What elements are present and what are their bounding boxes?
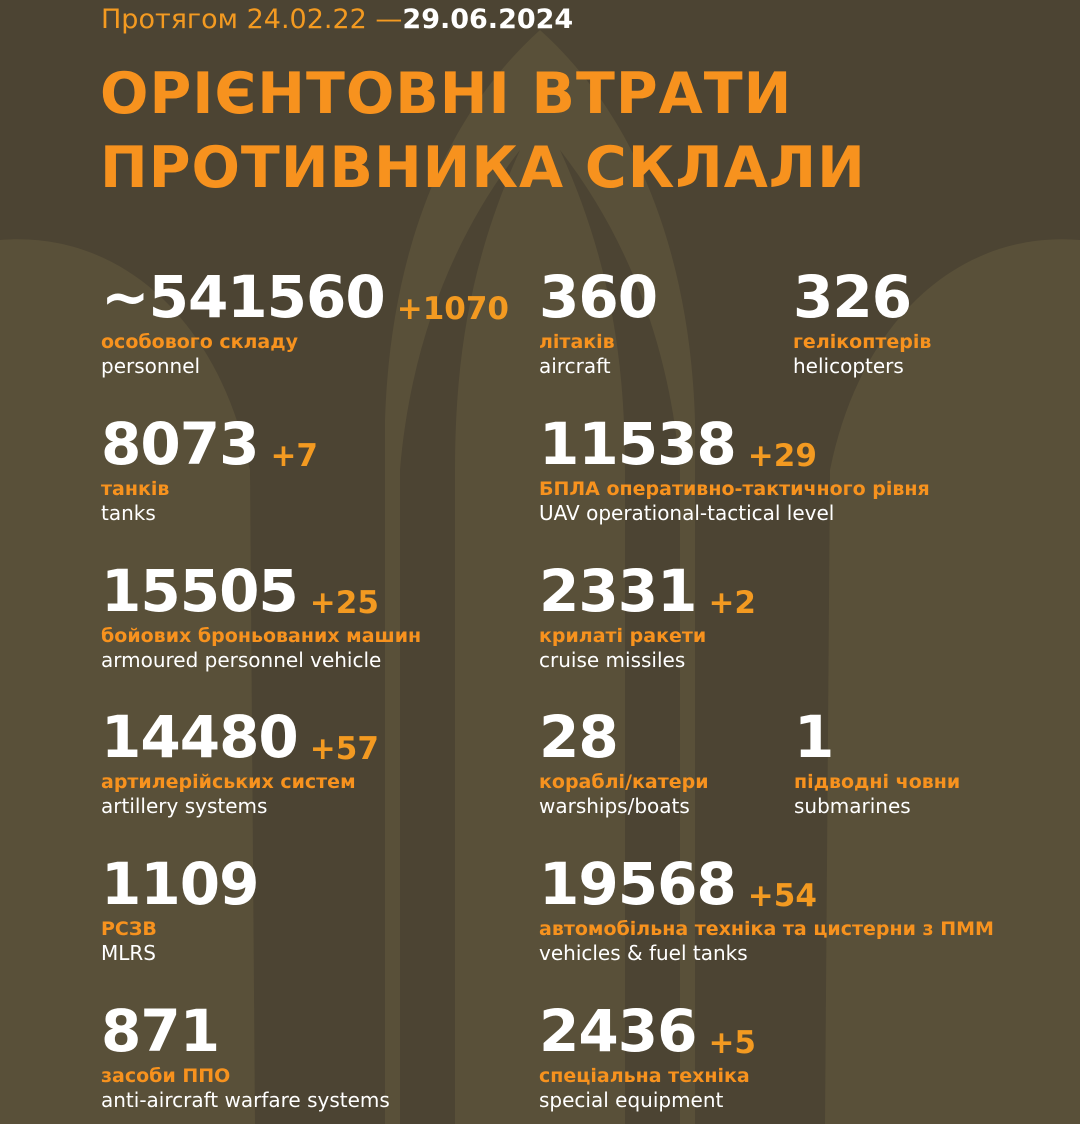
stat-value: 2331 — [539, 557, 697, 625]
stat-label-en: armoured personnel vehicle — [101, 648, 382, 672]
stat-label-ua: літаків — [539, 331, 615, 353]
stat-value: 11538 — [539, 410, 736, 478]
stat-delta: +25 — [309, 585, 379, 621]
stat-warships — [539, 703, 709, 819]
stat-label-ua: особового складу — [101, 331, 298, 353]
stat-vehicles — [539, 850, 994, 966]
period-end-date: 29.06.2024 — [402, 4, 574, 35]
stat-delta: +7 — [270, 438, 318, 474]
stat-delta: +29 — [747, 438, 817, 474]
stat-label-en: MLRS — [101, 941, 156, 965]
stat-label-ua: крилаті ракети — [539, 625, 707, 647]
stat-label-en: special equipment — [539, 1088, 724, 1112]
headline-line-2: ПРОТИВНИКА СКЛАЛИ — [100, 135, 866, 201]
stat-value: 14480 — [101, 703, 298, 771]
stat-value: 15505 — [101, 557, 298, 625]
stat-tanks — [101, 410, 318, 526]
stat-label-en: artillery systems — [101, 794, 268, 818]
stat-label-en: aircraft — [539, 354, 611, 378]
stat-value: 28 — [539, 703, 618, 771]
stat-delta: +54 — [747, 878, 817, 914]
stat-personnel — [101, 263, 510, 379]
stat-label-en: submarines — [794, 794, 911, 818]
stat-artillery — [101, 703, 379, 819]
stat-submarines — [794, 703, 961, 819]
stat-delta: +1070 — [396, 291, 510, 327]
stat-cruise-missiles — [539, 557, 756, 673]
stat-label-ua: підводні човни — [794, 771, 961, 793]
stat-delta: +57 — [309, 731, 379, 767]
stat-label-en: anti-aircraft warfare systems — [101, 1088, 390, 1112]
stat-label-en: cruise missiles — [539, 648, 686, 672]
stat-label-en: tanks — [101, 501, 156, 525]
stat-label-ua: гелікоптерів — [793, 331, 932, 353]
stat-delta: +2 — [708, 585, 756, 621]
stat-value: 8073 — [101, 410, 259, 478]
stat-label-ua: автомобільна техніка та цистерни з ПММ — [539, 918, 994, 940]
period-line — [101, 4, 573, 35]
stat-label-ua: танків — [101, 478, 170, 500]
stat-helicopters — [793, 263, 932, 379]
stat-value: 19568 — [539, 850, 736, 918]
stat-value: 2436 — [539, 997, 697, 1065]
stat-uav — [539, 410, 930, 526]
stat-label-ua: бойових броньованих машин — [101, 625, 422, 647]
stat-mlrs — [101, 850, 259, 966]
stat-label-en: warships/boats — [539, 794, 690, 818]
stat-delta: +5 — [708, 1025, 756, 1061]
stat-label-en: UAV operational-tactical level — [539, 501, 835, 525]
stat-value: 1 — [794, 703, 834, 771]
stat-value: 326 — [793, 263, 912, 331]
stat-label-ua: РСЗВ — [101, 918, 157, 940]
stat-value: 871 — [101, 997, 220, 1065]
stat-label-ua: спеціальна техніка — [539, 1065, 750, 1087]
stat-label-en: vehicles & fuel tanks — [539, 941, 748, 965]
stat-value: 360 — [539, 263, 658, 331]
stat-label-ua: засоби ППО — [101, 1065, 231, 1087]
period-prefix: Протягом 24.02.22 — — [101, 4, 403, 35]
stat-special-equipment — [539, 997, 756, 1113]
stat-label-en: personnel — [101, 354, 201, 378]
stat-label-en: helicopters — [793, 354, 904, 378]
stat-value: 1109 — [101, 850, 259, 918]
stat-label-ua: кораблі/катери — [539, 771, 709, 793]
stat-label-ua: артилерійських систем — [101, 771, 356, 793]
stat-label-ua: БПЛА оперативно-тактичного рівня — [539, 478, 930, 500]
stat-aircraft — [539, 263, 658, 379]
stat-apv — [101, 557, 422, 673]
stat-value: ~541560 — [101, 263, 385, 331]
headline-line-1: ОРІЄНТОВНІ ВТРАТИ — [100, 61, 793, 127]
stat-air-defense — [101, 997, 390, 1113]
